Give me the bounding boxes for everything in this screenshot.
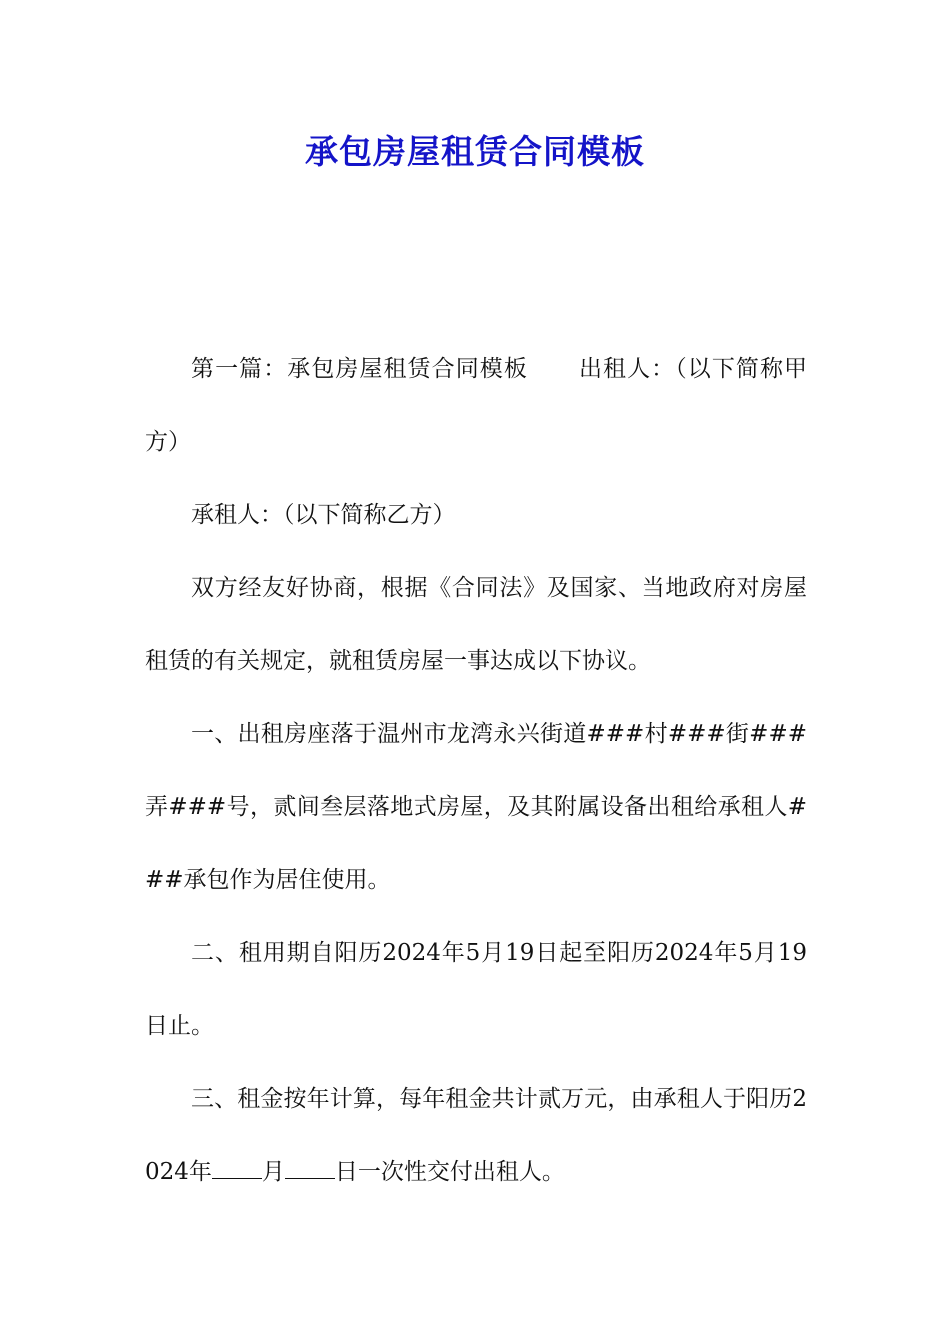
- document-body: [145, 333, 807, 1209]
- paragraph-clause-2: 二、租用期自阳历2024年5月19日起至阳历2024年5月19日止。: [145, 940, 807, 1039]
- month-blank: [212, 1160, 262, 1179]
- paragraph-lessee: 承租人：（以下简称乙方）: [191, 502, 456, 528]
- clause-3-month: 月: [261, 1159, 285, 1185]
- paragraph-clause-3: [145, 1063, 807, 1209]
- clause-3-end: 日一次性交付出租人。: [334, 1159, 565, 1185]
- paragraph-clause-1: 一、出租房座落于温州市龙湾永兴街道###村###街###弄###号，贰间叁层落地式房屋，及其附属设备出租给承租人###承包作为居住使用。: [145, 721, 807, 893]
- clause-3-start: 三、租金按年计算，每年租金共计贰万元，由承租人于阳历2024年: [145, 1086, 807, 1185]
- day-blank: [285, 1160, 335, 1179]
- paragraph-preamble: 双方经友好协商，根据《合同法》及国家、当地政府对房屋租赁的有关规定，就租赁房屋一事达成以下协议。: [145, 575, 807, 674]
- section-heading: 第一篇：承包房屋租赁合同模板: [191, 356, 528, 382]
- paragraph-lessor: [145, 333, 807, 479]
- document-title: 承包房屋租赁合同模板: [305, 132, 645, 171]
- lessor-line: 出租人：（以下简称甲方）: [145, 356, 807, 455]
